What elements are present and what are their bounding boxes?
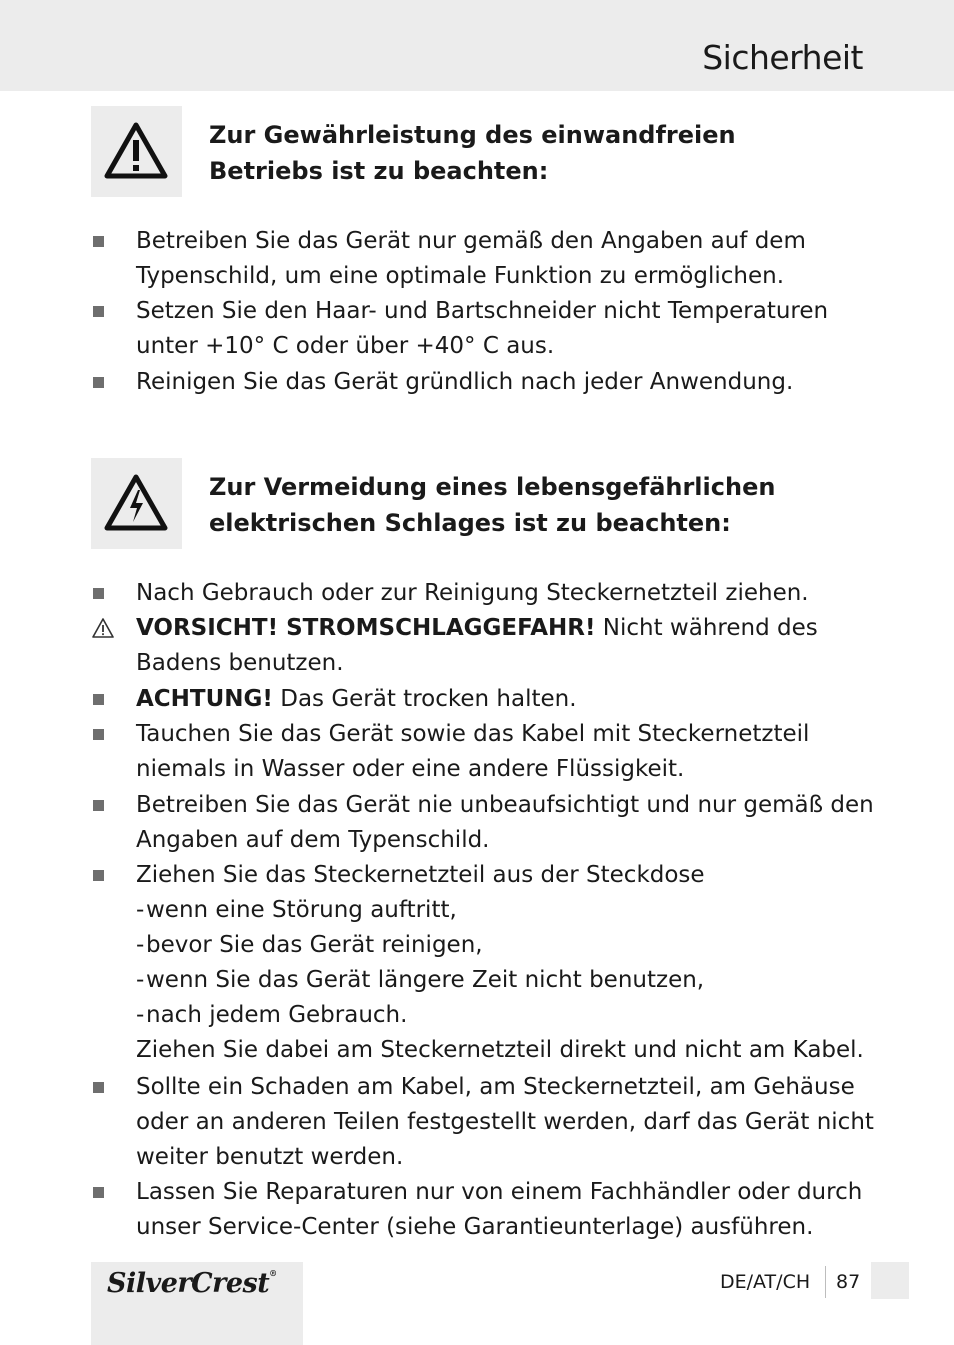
section2-heading: Zur Vermeidung eines lebensgefährlichen elektrischen Schlages ist zu beachten: [209,473,776,537]
warning-box [91,106,182,197]
footer-language: DE/AT/CH [720,1271,811,1293]
warning-box [91,458,182,549]
footer-divider [825,1266,826,1298]
brand-logo: SilverCrest® [107,1268,277,1299]
page-number: 87 [836,1271,861,1293]
bullet-icon [93,694,104,705]
warning-triangle-icon [102,120,170,182]
bullet-icon [93,377,104,388]
bullet-icon [93,588,104,599]
bullet-icon [93,306,104,317]
footer-corner-box [871,1262,909,1299]
page-title: Sicherheit [702,38,863,77]
warning-triangle-icon [91,617,115,639]
bullet-icon [93,1187,104,1198]
bullet-icon [93,870,104,881]
bullet-icon [93,800,104,811]
bullet-icon [93,236,104,247]
bullet-icon [93,729,104,740]
electric-shock-warning-icon [102,472,170,534]
section1-heading: Zur Gewährleistung des einwandfreien Betriebs ist zu beachten: [209,121,736,185]
bullet-icon [93,1082,104,1093]
